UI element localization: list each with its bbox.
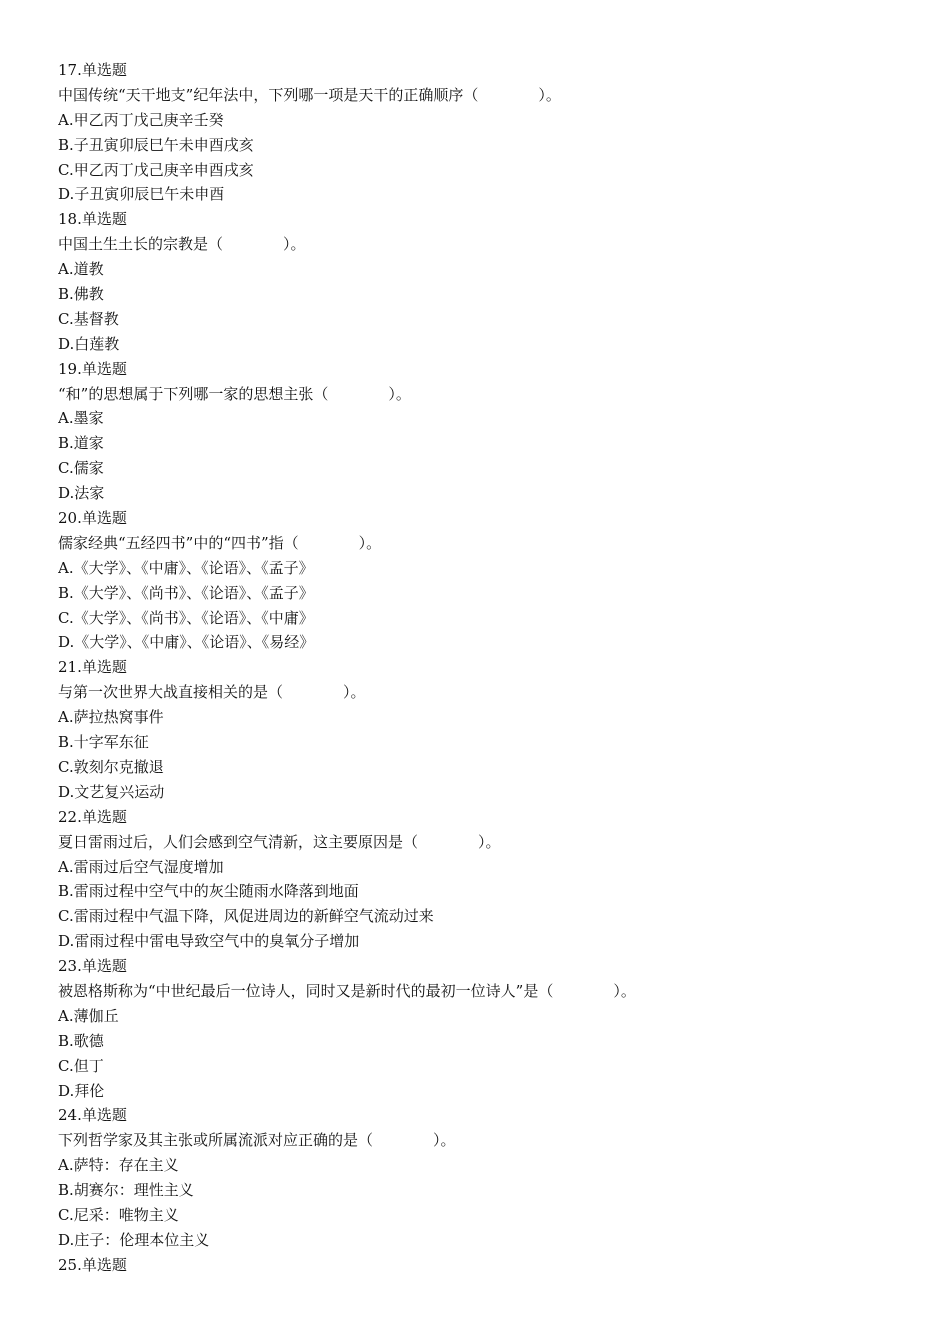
option-d: D.法家 bbox=[58, 484, 105, 503]
question-stem: 儒家经典“五经四书”中的“四书”指（ ）。 bbox=[58, 533, 382, 552]
question-23 bbox=[58, 954, 918, 1103]
option-c: C.尼采：唯物主义 bbox=[58, 1205, 179, 1224]
question-header: 18.单选题 bbox=[58, 210, 127, 229]
option-a: A.道教 bbox=[58, 260, 104, 279]
option-b: B.歌德 bbox=[58, 1031, 104, 1050]
question-24 bbox=[58, 1103, 918, 1252]
question-stem: 下列哲学家及其主张或所属流派对应正确的是（ ）。 bbox=[58, 1131, 456, 1150]
question-header: 17.单选题 bbox=[58, 61, 127, 79]
option-a: A.墨家 bbox=[58, 409, 104, 428]
question-stem: 被恩格斯称为“中世纪最后一位诗人，同时又是新时代的最初一位诗人”是（ ）。 bbox=[58, 981, 636, 1000]
option-a: A.萨拉热窝事件 bbox=[58, 708, 164, 727]
question-stem: 夏日雷雨过后，人们会感到空气清新，这主要原因是（ ）。 bbox=[58, 832, 501, 851]
option-a: A.雷雨过后空气湿度增加 bbox=[58, 857, 224, 876]
option-b: B.《大学》、《尚书》、《论语》、《孟子》 bbox=[58, 583, 314, 602]
option-b: B.佛教 bbox=[58, 285, 104, 304]
option-b: B.道家 bbox=[58, 434, 104, 453]
option-d: D.拜伦 bbox=[58, 1081, 105, 1100]
option-d: D.白莲教 bbox=[58, 334, 120, 353]
option-a: A.甲乙丙丁戊己庚辛壬癸 bbox=[58, 110, 224, 129]
question-stem: “和”的思想属于下列哪一家的思想主张（ ）。 bbox=[58, 384, 411, 403]
question-17 bbox=[58, 58, 918, 207]
question-20 bbox=[58, 506, 918, 655]
question-25 bbox=[58, 1253, 918, 1278]
option-d: D.文艺复兴运动 bbox=[58, 782, 165, 801]
option-b: B.子丑寅卯辰巳午未申酉戌亥 bbox=[58, 135, 254, 154]
option-d: D.子丑寅卯辰巳午未申酉 bbox=[58, 185, 225, 204]
question-header: 20.单选题 bbox=[58, 509, 127, 528]
option-c: C.但丁 bbox=[58, 1056, 104, 1075]
option-c: C.儒家 bbox=[58, 459, 104, 478]
option-c: C.基督教 bbox=[58, 309, 119, 328]
option-c: C.雷雨过程中气温下降，风促进周边的新鲜空气流动过来 bbox=[58, 907, 434, 926]
option-b: B.雷雨过程中空气中的灰尘随雨水降落到地面 bbox=[58, 882, 359, 901]
question-header: 23.单选题 bbox=[58, 957, 127, 976]
question-header: 25.单选题 bbox=[58, 1255, 127, 1274]
question-22 bbox=[58, 805, 918, 954]
option-b: B.十字军东征 bbox=[58, 733, 149, 752]
question-stem: 与第一次世界大战直接相关的是（ ）。 bbox=[58, 683, 366, 702]
option-c: C.《大学》、《尚书》、《论语》、《中庸》 bbox=[58, 608, 314, 627]
option-b: B.胡赛尔：理性主义 bbox=[58, 1181, 194, 1200]
option-d: D.雷雨过程中雷电导致空气中的臭氧分子增加 bbox=[58, 932, 360, 951]
question-header: 19.单选题 bbox=[58, 359, 127, 378]
option-a: A.《大学》、《中庸》、《论语》、《孟子》 bbox=[58, 558, 314, 577]
option-c: C.甲乙丙丁戊己庚辛申酉戌亥 bbox=[58, 160, 254, 179]
question-stem: 中国土生土长的宗教是（ ）。 bbox=[58, 235, 306, 254]
question-header: 21.单选题 bbox=[58, 658, 127, 677]
question-19 bbox=[58, 357, 918, 506]
option-d: D.庄子：伦理本位主义 bbox=[58, 1230, 210, 1249]
option-d: D.《大学》、《中庸》、《论语》、《易经》 bbox=[58, 633, 315, 652]
document-body bbox=[58, 58, 918, 1278]
question-21 bbox=[58, 655, 918, 804]
option-a: A.薄伽丘 bbox=[58, 1006, 119, 1025]
question-18 bbox=[58, 207, 918, 356]
question-stem: 中国传统“天干地支”纪年法中，下列哪一项是天干的正确顺序（ ）。 bbox=[58, 85, 561, 104]
question-header: 22.单选题 bbox=[58, 807, 127, 826]
question-header: 24.单选题 bbox=[58, 1106, 127, 1125]
option-a: A.萨特：存在主义 bbox=[58, 1156, 179, 1175]
option-c: C.敦刻尔克撤退 bbox=[58, 757, 164, 776]
